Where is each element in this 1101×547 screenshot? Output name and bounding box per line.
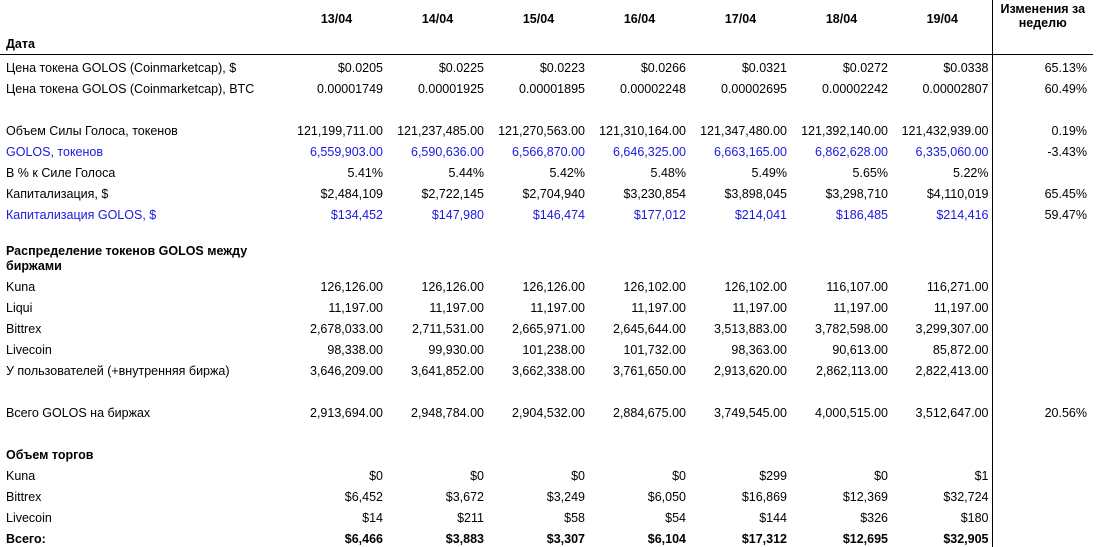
empty-cell xyxy=(992,244,1093,274)
volume-section-title xyxy=(0,442,1093,463)
row-value: $3,298,710 xyxy=(825,187,888,201)
empty-cell xyxy=(992,442,1093,463)
row-value: 126,126.00 xyxy=(320,280,383,294)
row-value: $3,249 xyxy=(546,490,585,504)
row-value: $180 xyxy=(960,511,989,525)
row-label: Капитализация GOLOS, $ xyxy=(6,208,157,222)
row-value: 121,347,480.00 xyxy=(700,124,787,138)
row-value: $214,416 xyxy=(936,208,989,222)
row-value: $211 xyxy=(457,511,484,525)
row-value: 121,199,711.00 xyxy=(297,124,383,138)
row-value: 6,590,636.00 xyxy=(411,145,484,159)
row-value: $2,722,145 xyxy=(421,187,484,201)
row-value: $134,452 xyxy=(330,208,383,222)
row-value: $16,869 xyxy=(741,490,787,504)
empty-cell xyxy=(689,421,790,442)
row-weekly-change xyxy=(992,358,1093,379)
row-value: 2,913,694.00 xyxy=(310,406,383,420)
row-value: 0.00001895 xyxy=(518,82,585,96)
empty-cell xyxy=(588,97,689,118)
exchange-row xyxy=(0,337,1093,358)
section-title: Распределение токенов GOLOS между биржами xyxy=(6,244,248,273)
row-value: $12,369 xyxy=(842,490,888,504)
row-value: $0 xyxy=(874,469,888,483)
header-row xyxy=(0,0,1093,55)
power-row xyxy=(0,118,1093,139)
empty-cell xyxy=(689,244,790,274)
row-value: 6,663,165.00 xyxy=(714,145,787,159)
empty-cell xyxy=(891,223,992,244)
weekly-change-header: Изменения за неделю xyxy=(992,0,1093,55)
row-value: 3,761,650.00 xyxy=(613,364,686,378)
empty-cell xyxy=(891,379,992,400)
price-row xyxy=(0,76,1093,97)
row-value: 2,822,413.00 xyxy=(915,364,989,378)
empty-cell xyxy=(992,421,1093,442)
row-label: Всего GOLOS на биржах xyxy=(6,406,151,420)
row-value: 3,512,647.00 xyxy=(915,406,989,420)
row-weekly-change xyxy=(992,337,1093,358)
row-value: $14 xyxy=(362,511,383,525)
row-value: 101,238.00 xyxy=(522,343,585,357)
row-label: Цена токена GOLOS (Coinmarketcap), $ xyxy=(6,61,237,75)
exchange-row xyxy=(0,358,1093,379)
row-value: 99,930.00 xyxy=(428,343,484,357)
row-weekly-change xyxy=(992,463,1093,484)
empty-cell xyxy=(891,421,992,442)
row-value: 5.42% xyxy=(549,166,585,180)
empty-cell xyxy=(285,421,386,442)
spacer-row xyxy=(0,379,1093,400)
empty-cell xyxy=(689,97,790,118)
empty-cell xyxy=(285,244,386,274)
row-weekly-change: 0.19% xyxy=(992,118,1093,139)
row-weekly-change xyxy=(992,160,1093,181)
empty-cell xyxy=(588,223,689,244)
empty-cell xyxy=(588,379,689,400)
row-label: Kuna xyxy=(6,280,36,294)
power-row xyxy=(0,181,1093,202)
row-value: 0.00001749 xyxy=(316,82,383,96)
row-value: $214,041 xyxy=(734,208,787,222)
empty-cell xyxy=(0,379,285,400)
empty-cell xyxy=(386,223,487,244)
row-value: 0.00002695 xyxy=(720,82,787,96)
date-header-19-04: 19/04 xyxy=(891,0,992,55)
row-value: 2,862,113.00 xyxy=(815,364,888,378)
row-value: 116,271.00 xyxy=(926,280,989,294)
empty-cell xyxy=(992,97,1093,118)
row-weekly-change: 20.56% xyxy=(992,400,1093,421)
power-row xyxy=(0,202,1093,223)
row-value: $12,695 xyxy=(842,532,888,546)
empty-cell xyxy=(790,379,891,400)
row-label: Цена токена GOLOS (Coinmarketcap), BTC xyxy=(6,82,255,96)
row-value: 121,432,939.00 xyxy=(901,124,989,138)
row-weekly-change: -3.43% xyxy=(992,139,1093,160)
row-value: 126,126.00 xyxy=(522,280,585,294)
empty-cell xyxy=(487,97,588,118)
row-value: 3,299,307.00 xyxy=(915,322,989,336)
price-row xyxy=(0,55,1093,77)
row-value: 3,641,852.00 xyxy=(411,364,484,378)
empty-cell xyxy=(790,244,891,274)
volume-row xyxy=(0,484,1093,505)
row-weekly-change: 65.45% xyxy=(992,181,1093,202)
row-value: 11,197.00 xyxy=(631,301,686,315)
empty-cell xyxy=(891,97,992,118)
row-label: Kuna xyxy=(6,469,36,483)
empty-cell xyxy=(487,244,588,274)
section-title: Объем торгов xyxy=(6,448,94,462)
empty-cell xyxy=(0,97,285,118)
row-value: 2,948,784.00 xyxy=(411,406,484,420)
date-header-17-04: 17/04 xyxy=(689,0,790,55)
row-value: $17,312 xyxy=(741,532,787,546)
empty-cell xyxy=(386,421,487,442)
exchange-row xyxy=(0,295,1093,316)
row-value: $4,110,019 xyxy=(926,187,989,201)
date-column-header: Дата xyxy=(0,0,285,55)
row-value: $3,307 xyxy=(546,532,585,546)
empty-cell xyxy=(386,442,487,463)
row-value: 2,904,532.00 xyxy=(512,406,585,420)
empty-cell xyxy=(588,442,689,463)
date-header-15-04: 15/04 xyxy=(487,0,588,55)
empty-cell xyxy=(285,97,386,118)
row-value: $0.0338 xyxy=(943,61,989,75)
row-label: Livecoin xyxy=(6,511,52,525)
empty-cell xyxy=(790,97,891,118)
empty-cell xyxy=(790,421,891,442)
row-value: $3,672 xyxy=(445,490,484,504)
empty-cell xyxy=(285,442,386,463)
empty-cell xyxy=(689,379,790,400)
empty-cell xyxy=(992,379,1093,400)
row-value: $326 xyxy=(860,511,888,525)
date-header-18-04: 18/04 xyxy=(790,0,891,55)
row-value: $0.0225 xyxy=(438,61,484,75)
row-value: $0 xyxy=(369,469,383,483)
row-value: 98,338.00 xyxy=(327,343,383,357)
exchange-row xyxy=(0,274,1093,295)
row-value: $0.0266 xyxy=(640,61,686,75)
row-value: 5.65% xyxy=(852,166,888,180)
row-value: $186,485 xyxy=(835,208,888,222)
row-label: GOLOS, токенов xyxy=(6,145,103,159)
date-header-13-04: 13/04 xyxy=(285,0,386,55)
spacer-row xyxy=(0,421,1093,442)
empty-cell xyxy=(891,442,992,463)
row-value: $0.0223 xyxy=(539,61,585,75)
row-value: 6,559,903.00 xyxy=(310,145,383,159)
row-value: 2,645,644.00 xyxy=(613,322,686,336)
row-value: 126,102.00 xyxy=(623,280,686,294)
row-value: 11,197.00 xyxy=(328,301,383,315)
row-value: 2,884,675.00 xyxy=(613,406,686,420)
row-value: $32,905 xyxy=(943,532,989,546)
row-value: $3,230,854 xyxy=(623,187,686,201)
empty-cell xyxy=(487,379,588,400)
empty-cell xyxy=(487,223,588,244)
row-weekly-change xyxy=(992,526,1093,547)
row-value: $3,883 xyxy=(445,532,484,546)
row-value: 5.41% xyxy=(347,166,383,180)
row-value: $6,466 xyxy=(344,532,383,546)
empty-cell xyxy=(588,421,689,442)
row-label: Объем Силы Голоса, токенов xyxy=(6,124,178,138)
row-value: $54 xyxy=(665,511,686,525)
row-value: 3,662,338.00 xyxy=(512,364,585,378)
row-label: Всего: xyxy=(6,532,46,546)
row-value: $0.0321 xyxy=(741,61,787,75)
row-value: 5.48% xyxy=(650,166,686,180)
power-row xyxy=(0,139,1093,160)
row-value: $0.0272 xyxy=(842,61,888,75)
empty-cell xyxy=(992,223,1093,244)
empty-cell xyxy=(0,421,285,442)
row-value: $6,452 xyxy=(344,490,383,504)
empty-cell xyxy=(689,442,790,463)
row-value: 0.00001925 xyxy=(417,82,484,96)
row-value: $2,704,940 xyxy=(522,187,585,201)
row-value: 5.49% xyxy=(751,166,787,180)
row-label: В % к Силе Голоса xyxy=(6,166,116,180)
row-value: 0.00002242 xyxy=(821,82,888,96)
row-value: $299 xyxy=(759,469,787,483)
row-label: Bittrex xyxy=(6,490,42,504)
row-value: 90,613.00 xyxy=(832,343,888,357)
row-value: 2,678,033.00 xyxy=(310,322,383,336)
row-value: 121,270,563.00 xyxy=(498,124,585,138)
row-value: $177,012 xyxy=(633,208,686,222)
row-value: $0 xyxy=(470,469,484,483)
volume-row xyxy=(0,505,1093,526)
row-value: 5.22% xyxy=(953,166,989,180)
empty-cell xyxy=(386,97,487,118)
spacer-row xyxy=(0,97,1093,118)
row-weekly-change: 59.47% xyxy=(992,202,1093,223)
row-value: 2,711,531.00 xyxy=(411,322,484,336)
exchanges-section-title xyxy=(0,244,1093,274)
row-value: 2,665,971.00 xyxy=(512,322,585,336)
power-row xyxy=(0,160,1093,181)
row-weekly-change: 65.13% xyxy=(992,55,1093,77)
volume-row xyxy=(0,463,1093,484)
row-value: $0 xyxy=(571,469,585,483)
empty-cell xyxy=(588,244,689,274)
row-value: 4,000,515.00 xyxy=(815,406,888,420)
row-value: $1 xyxy=(974,469,989,483)
date-header-14-04: 14/04 xyxy=(386,0,487,55)
row-value: 2,913,620.00 xyxy=(714,364,787,378)
empty-cell xyxy=(285,223,386,244)
row-value: 11,197.00 xyxy=(530,301,585,315)
row-value: 0.00002248 xyxy=(619,82,686,96)
row-value: 3,749,545.00 xyxy=(714,406,787,420)
empty-cell xyxy=(487,442,588,463)
empty-cell xyxy=(386,379,487,400)
row-value: $147,980 xyxy=(431,208,484,222)
row-value: $6,104 xyxy=(647,532,686,546)
row-weekly-change xyxy=(992,316,1093,337)
exchanges-total-row xyxy=(0,400,1093,421)
row-label: Bittrex xyxy=(6,322,42,336)
row-value: 121,310,164.00 xyxy=(599,124,686,138)
empty-cell xyxy=(0,223,285,244)
empty-cell xyxy=(386,244,487,274)
row-value: $3,898,045 xyxy=(724,187,787,201)
row-value: 3,782,598.00 xyxy=(815,322,888,336)
row-weekly-change: 60.49% xyxy=(992,76,1093,97)
row-value: 126,102.00 xyxy=(724,280,787,294)
empty-cell xyxy=(790,442,891,463)
row-label: Livecoin xyxy=(6,343,52,357)
row-weekly-change xyxy=(992,295,1093,316)
date-header-16-04: 16/04 xyxy=(588,0,689,55)
row-value: $0.0205 xyxy=(337,61,383,75)
row-value: 11,197.00 xyxy=(732,301,787,315)
row-value: 6,862,628.00 xyxy=(815,145,888,159)
row-value: 3,646,209.00 xyxy=(310,364,383,378)
row-weekly-change xyxy=(992,274,1093,295)
volume-total-row xyxy=(0,526,1093,547)
row-value: 6,646,325.00 xyxy=(613,145,686,159)
row-value: 121,237,485.00 xyxy=(397,124,484,138)
row-label: Капитализация, $ xyxy=(6,187,109,201)
row-value: 11,197.00 xyxy=(429,301,484,315)
row-value: 0.00002807 xyxy=(922,82,989,96)
spacer-row xyxy=(0,223,1093,244)
row-value: $0 xyxy=(672,469,686,483)
row-weekly-change xyxy=(992,484,1093,505)
empty-cell xyxy=(689,223,790,244)
row-value: 6,566,870.00 xyxy=(512,145,585,159)
row-weekly-change xyxy=(992,505,1093,526)
row-value: $32,724 xyxy=(943,490,989,504)
row-value: 126,126.00 xyxy=(421,280,484,294)
empty-cell xyxy=(285,379,386,400)
row-value: $58 xyxy=(564,511,585,525)
row-value: 6,335,060.00 xyxy=(915,145,989,159)
row-value: 3,513,883.00 xyxy=(714,322,787,336)
exchange-row xyxy=(0,316,1093,337)
empty-cell xyxy=(891,244,992,274)
row-value: 116,107.00 xyxy=(826,280,888,294)
empty-cell xyxy=(487,421,588,442)
row-value: 11,197.00 xyxy=(933,301,989,315)
row-value: 101,732.00 xyxy=(623,343,686,357)
row-value: 98,363.00 xyxy=(731,343,787,357)
row-value: 11,197.00 xyxy=(833,301,888,315)
row-value: 5.44% xyxy=(448,166,484,180)
empty-cell xyxy=(790,223,891,244)
row-value: $144 xyxy=(759,511,787,525)
row-value: $146,474 xyxy=(532,208,585,222)
row-label: Liqui xyxy=(6,301,33,315)
row-value: 85,872.00 xyxy=(932,343,989,357)
row-value: $6,050 xyxy=(647,490,686,504)
row-value: $2,484,109 xyxy=(320,187,383,201)
row-value: 121,392,140.00 xyxy=(801,124,888,138)
row-label: У пользователей (+внутренняя биржа) xyxy=(6,364,230,378)
